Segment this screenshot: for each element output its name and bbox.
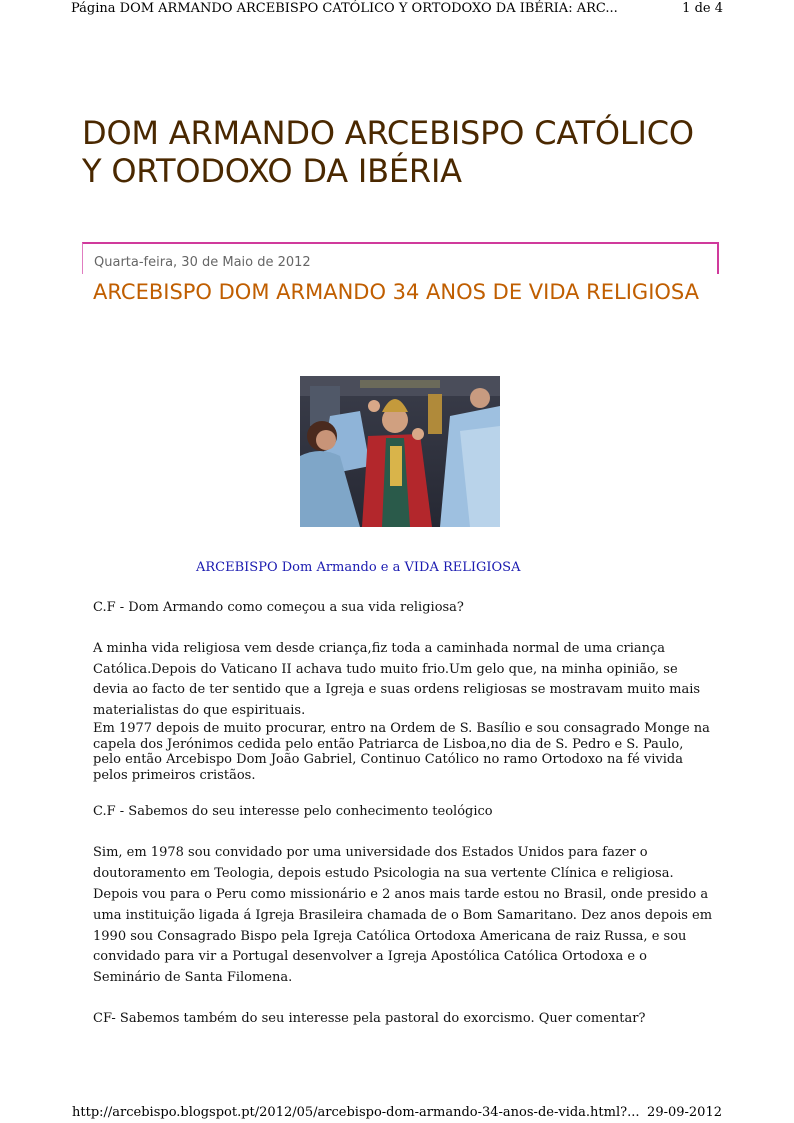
question-1: C.F - Dom Armando como começou a sua vida religiosa? <box>93 600 464 615</box>
blog-title[interactable]: DOM ARMANDO ARCEBISPO CATÓLICO Y ORTODOXO DA IBÉRIA <box>82 114 694 190</box>
photo-archbishop-ceremony <box>300 376 500 527</box>
print-header-title: Página DOM ARMANDO ARCEBISPO CATÓLICO Y ORTODOXO DA IBÉRIA: ARC... <box>71 1 618 16</box>
post-date: Quarta-feira, 30 de Maio de 2012 <box>94 255 311 270</box>
question-3: CF- Sabemos também do seu interesse pela pastoral do exorcismo. Quer comentar? <box>93 1010 646 1026</box>
print-footer-url: http://arcebispo.blogspot.pt/2012/05/arcebispo-dom-armando-34-anos-de-vida.html?... <box>72 1105 640 1120</box>
post-body <box>93 598 713 1029</box>
answer-2: Sim, em 1978 sou convidado por uma universidade dos Estados Unidos para fazer o doutoramento em Teologia, depois estudo Psicologia na sua vertente Clínica e religiosa. Depois vou para o Peru como missionário e 2 anos mais tarde estou no Brasil, onde presido a uma instituição ligada á Igreja Brasileira chamada de o Bom Samaritano. Dez anos depois em 1990 sou Consagrado Bispo pela Igreja Católica Ortodoxa Americana de raiz Russa, e sou convidado para vir a Portugal desenvolver a Igreja Apostólica Católica Ortodoxa e o Seminário de Santa Filomena. <box>93 845 713 986</box>
answer-1-paragraph-2: Em 1977 depois de muito procurar, entro na Ordem de S. Basílio e sou consagrado Monge na capela dos Jerónimos cedida pelo então Patriarca de Lisboa,no dia de S. Pedro e S. Paulo, pelo então Arcebispo Dom João Gabriel, Continuo Católico no ramo Ortodoxo na fé vivida pelos primeiros cristãos. <box>93 721 710 783</box>
print-footer <box>72 1104 722 1122</box>
photo-caption: ARCEBISPO Dom Armando e a VIDA RELIGIOSA <box>196 560 521 575</box>
question-2: C.F - Sabemos do seu interesse pelo conhecimento teológico <box>93 804 493 820</box>
answer-1-paragraph-1: A minha vida religiosa vem desde criança,fiz toda a caminhada normal de uma criança Católica.Depois do Vaticano II achava tudo muito frio.Um gelo que, na minha opinião, se devia ao facto de ter sentido que a Igreja e suas ordens religiosas se mostravam muito mais materialistas do que espirituais. <box>93 641 701 718</box>
print-header <box>71 0 723 18</box>
post-photo[interactable] <box>300 376 500 527</box>
post-title[interactable]: ARCEBISPO DOM ARMANDO 34 ANOS DE VIDA RELIGIOSA <box>93 280 700 304</box>
print-page-number: 1 de 4 <box>682 1 723 16</box>
print-footer-date: 29-09-2012 <box>647 1105 722 1120</box>
